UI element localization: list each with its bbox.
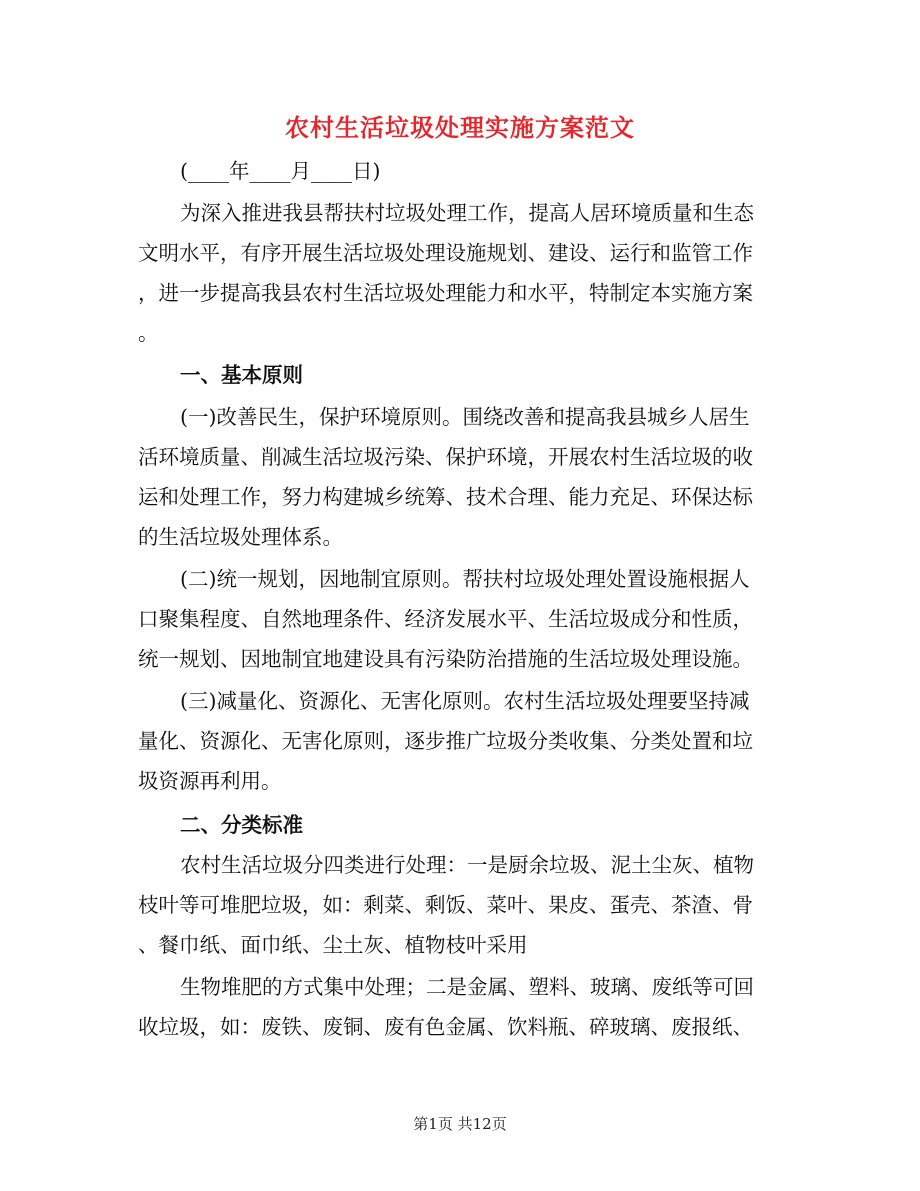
paragraph-line: 枝叶等可堆肥垃圾，如：剩菜、剩饭、菜叶、果皮、蛋壳、茶渣、骨 bbox=[138, 893, 753, 917]
paragraph-line: 统一规划、因地制宜地建设具有污染防治措施的生活垃圾处理设施。 bbox=[138, 647, 753, 671]
paragraph-line: 、餐巾纸、面巾纸、尘土灰、植物枝叶采用 bbox=[138, 933, 528, 957]
intro-line: 为深入推进我县帮扶村垃圾处理工作，提高人居环境质量和生态 bbox=[180, 201, 754, 225]
paragraph-line: 量化、资源化、无害化原则，逐步推广垃圾分类收集、分类处置和垃 bbox=[138, 729, 753, 753]
paragraph-line: 收垃圾，如：废铁、废铜、废有色金属、饮料瓶、碎玻璃、废报纸、 bbox=[138, 1015, 753, 1039]
paragraph-line: 口聚集程度、自然地理条件、经济发展水平、生活垃圾成分和性质， bbox=[138, 607, 753, 631]
intro-line: ，进一步提高我县农村生活垃圾处理能力和水平，特制定本实施方案 bbox=[138, 281, 753, 305]
paragraph-line: (二)统一规划，因地制宜原则。帮扶村垃圾处理处置设施根据人 bbox=[180, 567, 750, 591]
section-heading: 一、基本原则 bbox=[180, 363, 303, 387]
paragraph-line: (一)改善民生，保护环境原则。围绕改善和提高我县城乡人居生 bbox=[180, 405, 750, 429]
document-title: 农村生活垃圾处理实施方案范文 bbox=[285, 113, 635, 142]
paragraph-line: 圾资源再利用。 bbox=[138, 769, 282, 793]
date-line: (____年____月____日) bbox=[180, 159, 381, 183]
section-heading: 二、分类标准 bbox=[180, 813, 303, 837]
paragraph-line: 农村生活垃圾分四类进行处理：一是厨余垃圾、泥土尘灰、植物 bbox=[180, 853, 754, 877]
paragraph-line: 活环境质量、削减生活垃圾污染、保护环境，开展农村生活垃圾的收 bbox=[138, 445, 753, 469]
intro-line: 文明水平，有序开展生活垃圾处理设施规划、建设、运行和监管工作 bbox=[138, 241, 753, 265]
paragraph-line: 生物堆肥的方式集中处理；二是金属、塑料、玻璃、废纸等可回 bbox=[180, 975, 754, 999]
intro-line: 。 bbox=[138, 321, 159, 345]
paragraph-line: (三)减量化、资源化、无害化原则。农村生活垃圾处理要坚持减 bbox=[180, 689, 750, 713]
page-number: 第1页 共12页 bbox=[413, 1115, 507, 1133]
paragraph-line: 的生活垃圾处理体系。 bbox=[138, 525, 343, 549]
paragraph-line: 运和处理工作，努力构建城乡统筹、技术合理、能力充足、环保达标 bbox=[138, 485, 753, 509]
